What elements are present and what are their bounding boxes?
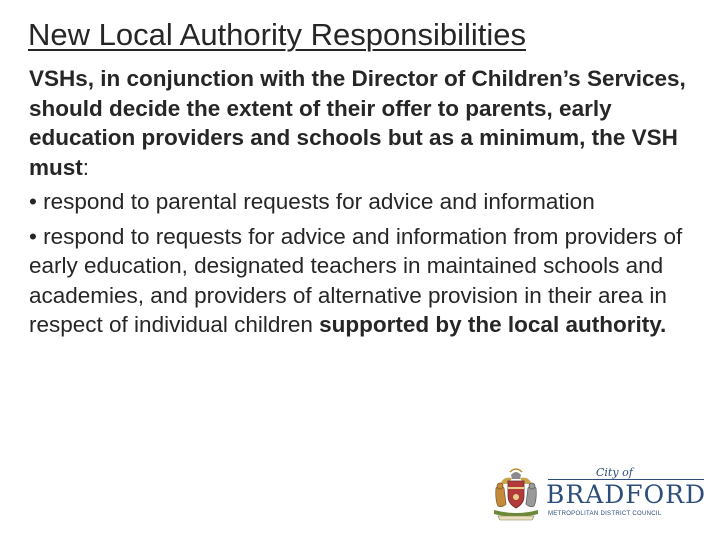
coat-of-arms-icon xyxy=(488,466,544,522)
slide-title: New Local Authority Responsibilities xyxy=(28,17,526,52)
intro-bold-text: VSHs, in conjunction with the Director of Children’s Services, should decide the extent of their offer to parents, early education providers and schools but as a minimum, the VSH must xyxy=(29,66,686,180)
intro-colon: : xyxy=(82,154,90,180)
logo-name: BRADFORD xyxy=(546,480,707,509)
logo-subtitle: METROPOLITAN DISTRICT COUNCIL xyxy=(548,511,662,517)
slide-body xyxy=(29,64,709,340)
bullet-item-bold-text: supported by the local authority. xyxy=(319,312,667,337)
bullet-item-text: • respond to requests for advice and information from providers of early education, designated teachers in maintained schools and academies, and providers of alternative provision in their area in respect of individual children xyxy=(29,223,683,337)
intro-paragraph xyxy=(29,64,709,182)
bradford-council-logo xyxy=(488,466,710,522)
logo-city-of: City of xyxy=(596,466,633,479)
bullet-item-provider-requests xyxy=(29,222,709,340)
bullet-item-parental-requests: • respond to parental requests for advice and information xyxy=(29,189,595,214)
